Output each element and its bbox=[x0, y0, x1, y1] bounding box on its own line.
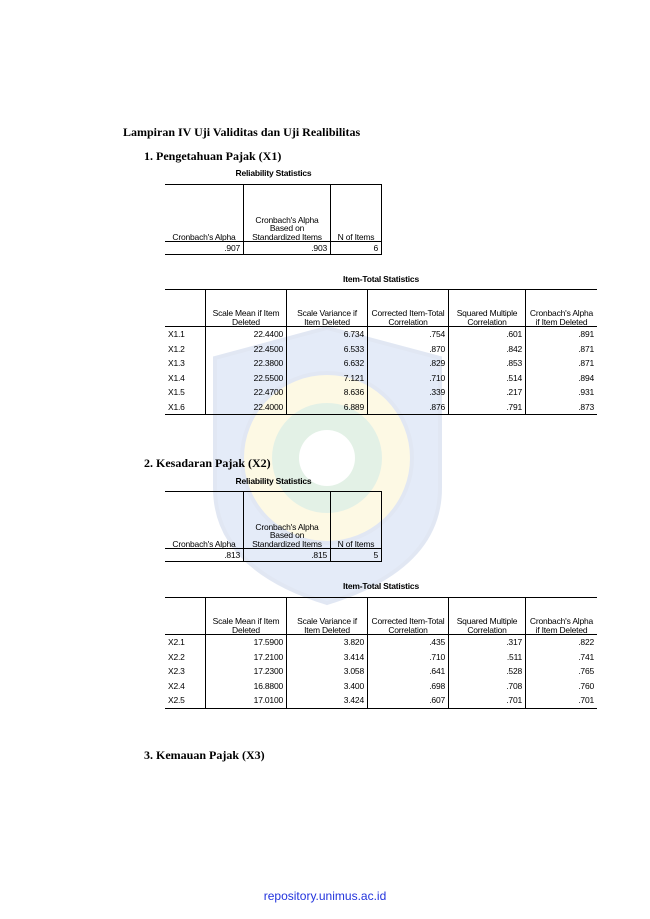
col-header: Scale Mean if Item Deleted bbox=[206, 290, 287, 327]
reliability-table-x1 bbox=[165, 184, 382, 255]
row-label: X2.5 bbox=[168, 695, 185, 705]
table-cell: .903 bbox=[244, 242, 331, 255]
table-cell: 17.2100 bbox=[206, 650, 287, 665]
footer-link[interactable]: repository.unimus.ac.id bbox=[263, 889, 387, 903]
table-cell: 3.820 bbox=[287, 635, 368, 650]
table-cell: 3.424 bbox=[287, 693, 368, 708]
reliability-title-x2: Reliability Statistics bbox=[235, 476, 312, 486]
table-cell: .607 bbox=[368, 693, 449, 708]
table-cell: .701 bbox=[526, 693, 598, 708]
table-row bbox=[165, 679, 597, 694]
row-label: X1.1 bbox=[168, 329, 185, 339]
table-header-row bbox=[165, 492, 382, 549]
col-header: N of Items bbox=[331, 492, 382, 549]
col-header: Cronbach's Alpha Based on Standardized Items bbox=[244, 492, 331, 549]
col-header: Cronbach's Alpha bbox=[165, 492, 244, 549]
table-cell: .641 bbox=[368, 664, 449, 679]
table-cell: .871 bbox=[526, 342, 598, 357]
table-cell: .514 bbox=[449, 371, 526, 386]
table-cell: .760 bbox=[526, 679, 598, 694]
row-header-blank bbox=[165, 598, 206, 635]
table-cell: 16.8800 bbox=[206, 679, 287, 694]
row-label: X1.4 bbox=[168, 372, 185, 383]
table-cell: .339 bbox=[368, 385, 449, 400]
table-cell: .698 bbox=[368, 679, 449, 694]
table-cell: .791 bbox=[449, 400, 526, 415]
table-cell: 3.414 bbox=[287, 650, 368, 665]
table-cell: .217 bbox=[449, 385, 526, 400]
table-cell: .511 bbox=[449, 650, 526, 665]
table-cell: 6 bbox=[331, 242, 382, 255]
table-row bbox=[165, 342, 597, 357]
row-header-blank bbox=[165, 290, 206, 327]
table-cell: 7.121 bbox=[287, 371, 368, 386]
table-cell: .891 bbox=[526, 327, 598, 342]
table-cell: .317 bbox=[449, 635, 526, 650]
table-cell: .741 bbox=[526, 650, 598, 665]
table-cell: .765 bbox=[526, 664, 598, 679]
table-cell: 22.4500 bbox=[206, 342, 287, 357]
table-row bbox=[165, 327, 597, 342]
table-cell: .871 bbox=[526, 356, 598, 371]
table-cell: .876 bbox=[368, 400, 449, 415]
col-header: Scale Variance if Item Deleted bbox=[287, 598, 368, 635]
table-cell: .813 bbox=[224, 549, 240, 560]
table-row bbox=[165, 371, 597, 386]
table-cell: 22.5500 bbox=[206, 371, 287, 386]
row-label: X1.2 bbox=[168, 343, 185, 354]
table-cell: 17.2300 bbox=[206, 664, 287, 679]
col-header: Cronbach's Alpha Based on Standardized Items bbox=[244, 185, 331, 242]
table-cell: 22.4700 bbox=[206, 385, 287, 400]
table-cell: 3.400 bbox=[287, 679, 368, 694]
col-header: Squared Multiple Correlation bbox=[449, 598, 526, 635]
row-label: X2.3 bbox=[168, 666, 185, 676]
table-cell: 6.632 bbox=[287, 356, 368, 371]
table-cell: 3.058 bbox=[287, 664, 368, 679]
table-cell: .710 bbox=[368, 650, 449, 665]
col-header: Cronbach's Alpha if Item Deleted bbox=[526, 598, 598, 635]
table-cell: .870 bbox=[368, 342, 449, 357]
table-row bbox=[165, 664, 597, 679]
table-row bbox=[165, 549, 382, 562]
table-cell: 5 bbox=[331, 549, 382, 562]
table-cell: .435 bbox=[368, 635, 449, 650]
table-cell: 17.5900 bbox=[206, 635, 287, 650]
table-cell: .894 bbox=[526, 371, 598, 386]
table-cell: .931 bbox=[526, 385, 598, 400]
item-total-title-x2: Item-Total Statistics bbox=[343, 581, 419, 591]
col-header: Cronbach's Alpha if Item Deleted bbox=[526, 290, 598, 327]
table-cell: .708 bbox=[449, 679, 526, 694]
table-cell: .815 bbox=[244, 549, 331, 562]
col-header: Scale Variance if Item Deleted bbox=[287, 290, 368, 327]
table-header-row bbox=[165, 290, 597, 327]
reliability-table-x2 bbox=[165, 491, 382, 562]
section-heading-x1: 1. Pengetahuan Pajak (X1) bbox=[144, 149, 282, 163]
table-cell: 6.889 bbox=[287, 400, 368, 415]
table-cell: 22.4000 bbox=[206, 400, 287, 415]
table-row bbox=[165, 693, 597, 708]
table-row bbox=[165, 356, 597, 371]
table-cell: 8.636 bbox=[287, 385, 368, 400]
table-cell: .754 bbox=[368, 327, 449, 342]
table-cell: .601 bbox=[449, 327, 526, 342]
col-header: Squared Multiple Correlation bbox=[449, 290, 526, 327]
table-header-row bbox=[165, 185, 382, 242]
table-cell: .710 bbox=[368, 371, 449, 386]
table-row bbox=[165, 400, 597, 415]
col-header: Corrected Item-Total Correlation bbox=[368, 290, 449, 327]
table-cell: 22.4400 bbox=[206, 327, 287, 342]
row-label: X2.4 bbox=[168, 680, 185, 691]
table-row bbox=[165, 635, 597, 650]
row-label: X1.3 bbox=[168, 358, 185, 368]
reliability-title-x1: Reliability Statistics bbox=[235, 168, 312, 178]
col-header: N of Items bbox=[331, 185, 382, 242]
row-label: X1.5 bbox=[168, 387, 185, 397]
table-cell: 6.734 bbox=[287, 327, 368, 342]
page-title: Lampiran IV Uji Validitas dan Uji Realibilitas bbox=[123, 125, 361, 139]
table-cell: 22.3800 bbox=[206, 356, 287, 371]
col-header: Cronbach's Alpha bbox=[165, 185, 244, 242]
row-label: X2.2 bbox=[168, 651, 185, 662]
col-header: Scale Mean if Item Deleted bbox=[206, 598, 287, 635]
table-cell: 17.0100 bbox=[206, 693, 287, 708]
section-heading-x2: 2. Kesadaran Pajak (X2) bbox=[144, 456, 271, 470]
table-cell: .829 bbox=[368, 356, 449, 371]
row-label: X1.6 bbox=[168, 401, 185, 412]
item-total-table-x1 bbox=[165, 289, 597, 415]
table-cell: .528 bbox=[449, 664, 526, 679]
item-total-table-x2 bbox=[165, 597, 597, 709]
table-row bbox=[165, 650, 597, 665]
table-row bbox=[165, 242, 382, 255]
table-cell: .873 bbox=[526, 400, 598, 415]
section-heading-x3: 3. Kemauan Pajak (X3) bbox=[144, 748, 265, 762]
table-cell: .853 bbox=[449, 356, 526, 371]
table-cell: 6.533 bbox=[287, 342, 368, 357]
row-label: X2.1 bbox=[168, 637, 185, 647]
item-total-title-x1: Item-Total Statistics bbox=[343, 274, 419, 284]
table-header-row bbox=[165, 598, 597, 635]
table-cell: .822 bbox=[526, 635, 598, 650]
table-row bbox=[165, 385, 597, 400]
table-cell: .842 bbox=[449, 342, 526, 357]
table-cell: .701 bbox=[449, 693, 526, 708]
col-header: Corrected Item-Total Correlation bbox=[368, 598, 449, 635]
table-cell: .907 bbox=[224, 242, 240, 253]
